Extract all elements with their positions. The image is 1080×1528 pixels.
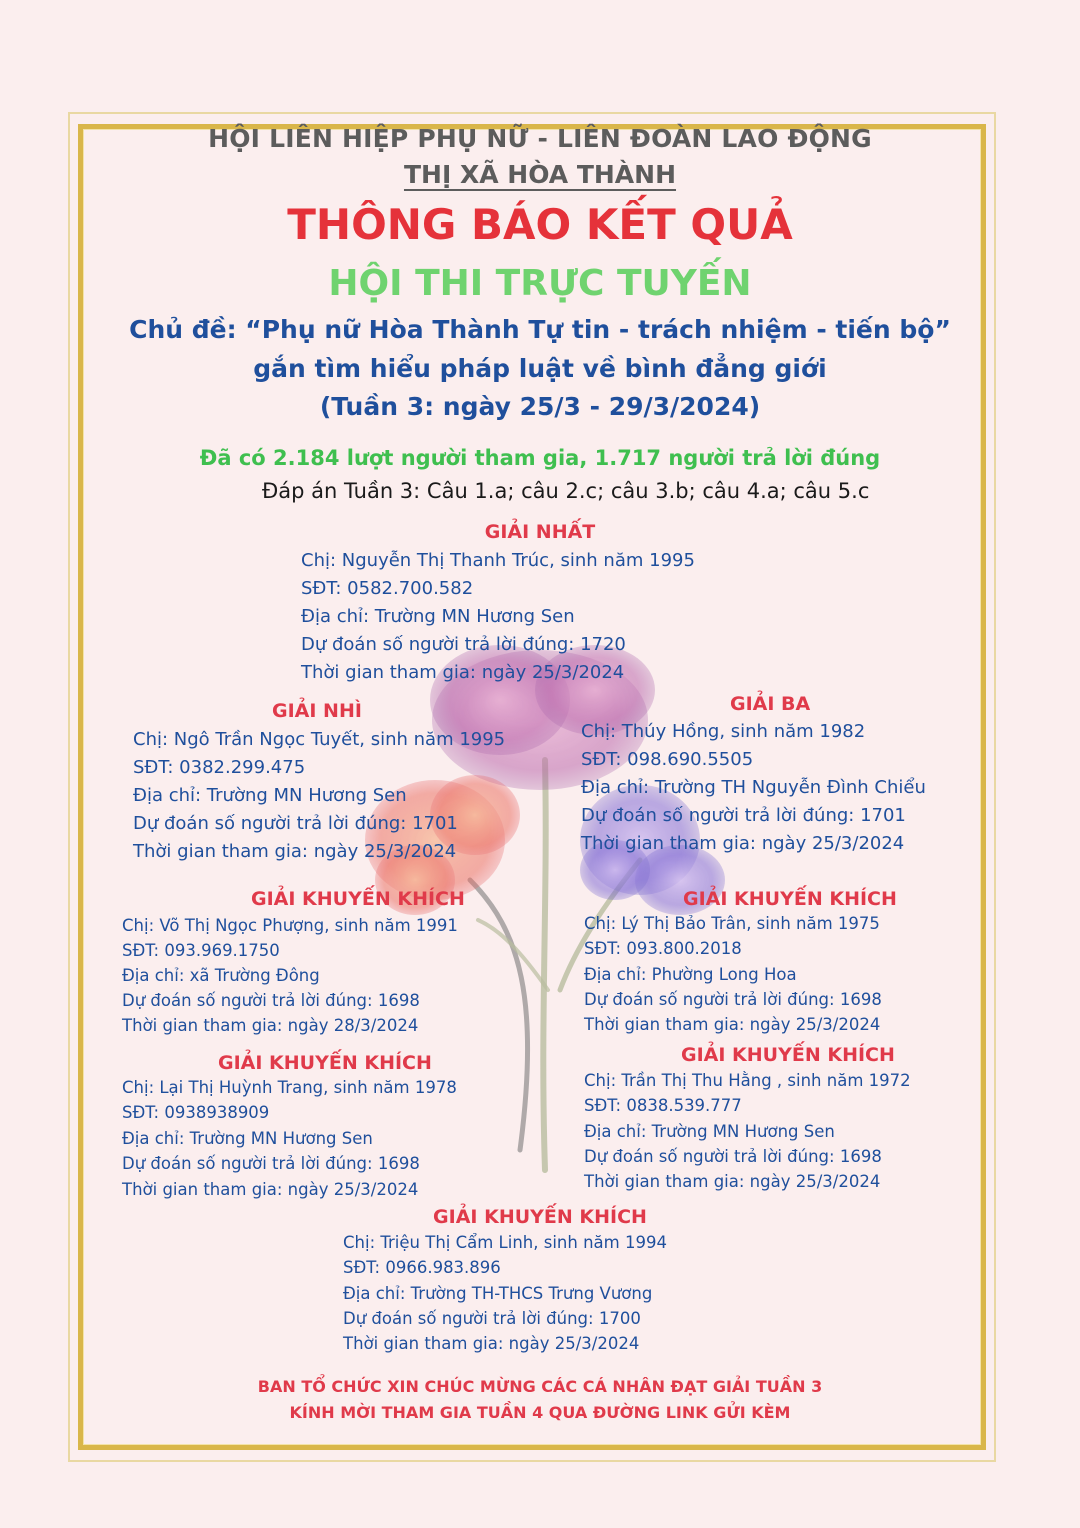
- page-subtitle: HỘI THI TRỰC TUYẾN: [328, 263, 752, 304]
- third-prize-address: Địa chỉ: Trường TH Nguyễn Đình Chiểu: [581, 777, 926, 798]
- consolation-prize-2-name: Chị: Lý Thị Bảo Trân, sinh năm 1975: [584, 914, 880, 933]
- organization-line: HỘI LIÊN HIỆP PHỤ NỮ - LIÊN ĐOÀN LAO ĐỘNG: [208, 124, 872, 153]
- consolation-prize-1-name: Chị: Võ Thị Ngọc Phượng, sinh năm 1991: [122, 916, 458, 935]
- consolation-prize-2-phone: SĐT: 093.800.2018: [584, 939, 742, 958]
- page-title: THÔNG BÁO KẾT QUẢ: [287, 200, 793, 249]
- consolation-prize-1-prediction: Dự đoán số người trả lời đúng: 1698: [122, 991, 420, 1010]
- consolation-prize-4-time: Thời gian tham gia: ngày 25/3/2024: [584, 1172, 881, 1191]
- second-prize-phone: SĐT: 0382.299.475: [133, 757, 306, 778]
- second-prize-title: GIẢI NHÌ: [272, 700, 362, 722]
- consolation-prize-4-title: GIẢI KHUYẾN KHÍCH: [681, 1044, 895, 1066]
- consolation-prize-5-prediction: Dự đoán số người trả lời đúng: 1700: [343, 1309, 641, 1328]
- third-prize-name: Chị: Thúy Hồng, sinh năm 1982: [581, 721, 866, 742]
- third-prize-prediction: Dự đoán số người trả lời đúng: 1701: [581, 805, 906, 826]
- town-name: THỊ XÃ HÒA THÀNH: [403, 160, 677, 189]
- invitation-line: KÍNH MỜI THAM GIA TUẦN 4 QUA ĐƯỜNG LINK GỬI KÈM: [289, 1403, 791, 1422]
- first-prize-address: Địa chỉ: Trường MN Hương Sen: [301, 606, 575, 627]
- consolation-prize-1-title: GIẢI KHUYẾN KHÍCH: [251, 888, 465, 910]
- consolation-prize-3-address: Địa chỉ: Trường MN Hương Sen: [122, 1129, 373, 1148]
- answer-key: Đáp án Tuần 3: Câu 1.a; câu 2.c; câu 3.b; câu 4.a; câu 5.c: [262, 479, 870, 503]
- consolation-prize-3-title: GIẢI KHUYẾN KHÍCH: [218, 1052, 432, 1074]
- consolation-prize-5-phone: SĐT: 0966.983.896: [343, 1258, 501, 1277]
- consolation-prize-2-address: Địa chỉ: Phường Long Hoa: [584, 965, 797, 984]
- consolation-prize-4-address: Địa chỉ: Trường MN Hương Sen: [584, 1122, 835, 1141]
- consolation-prize-2-title: GIẢI KHUYẾN KHÍCH: [683, 888, 897, 910]
- consolation-prize-3-name: Chị: Lại Thị Huỳnh Trang, sinh năm 1978: [122, 1078, 457, 1097]
- consolation-prize-3-phone: SĐT: 0938938909: [122, 1103, 270, 1122]
- congratulations-line: BAN TỔ CHỨC XIN CHÚC MỪNG CÁC CÁ NHÂN ĐẠT GIẢI TUẦN 3: [257, 1377, 823, 1396]
- first-prize-phone: SĐT: 0582.700.582: [301, 578, 474, 599]
- consolation-prize-2-time: Thời gian tham gia: ngày 25/3/2024: [584, 1015, 881, 1034]
- town-line: [0, 160, 1080, 189]
- consolation-prize-2-prediction: Dự đoán số người trả lời đúng: 1698: [584, 990, 882, 1009]
- first-prize-time: Thời gian tham gia: ngày 25/3/2024: [301, 662, 625, 683]
- consolation-prize-3-time: Thời gian tham gia: ngày 25/3/2024: [122, 1180, 419, 1199]
- consolation-prize-5-title: GIẢI KHUYẾN KHÍCH: [433, 1206, 647, 1228]
- consolation-prize-5-time: Thời gian tham gia: ngày 25/3/2024: [343, 1334, 640, 1353]
- participation-stats: Đã có 2.184 lượt người tham gia, 1.717 người trả lời đúng: [199, 446, 881, 470]
- second-prize-time: Thời gian tham gia: ngày 25/3/2024: [133, 841, 457, 862]
- consolation-prize-4-phone: SĐT: 0838.539.777: [584, 1096, 742, 1115]
- topic-line-2: gắn tìm hiểu pháp luật về bình đẳng giới: [253, 354, 827, 383]
- consolation-prize-5-name: Chị: Triệu Thị Cẩm Linh, sinh năm 1994: [343, 1233, 667, 1252]
- first-prize-name: Chị: Nguyễn Thị Thanh Trúc, sinh năm 1995: [301, 550, 695, 571]
- first-prize-title: GIẢI NHẤT: [484, 521, 596, 543]
- consolation-prize-5-address: Địa chỉ: Trường TH-THCS Trưng Vương: [343, 1284, 653, 1303]
- second-prize-address: Địa chỉ: Trường MN Hương Sen: [133, 785, 407, 806]
- consolation-prize-1-phone: SĐT: 093.969.1750: [122, 941, 280, 960]
- consolation-prize-4-prediction: Dự đoán số người trả lời đúng: 1698: [584, 1147, 882, 1166]
- consolation-prize-1-address: Địa chỉ: xã Trường Đông: [122, 966, 320, 985]
- consolation-prize-1-time: Thời gian tham gia: ngày 28/3/2024: [122, 1016, 419, 1035]
- second-prize-name: Chị: Ngô Trần Ngọc Tuyết, sinh năm 1995: [133, 729, 506, 750]
- third-prize-phone: SĐT: 098.690.5505: [581, 749, 754, 770]
- week-date-line: (Tuần 3: ngày 25/3 - 29/3/2024): [319, 392, 761, 421]
- consolation-prize-4-name: Chị: Trần Thị Thu Hằng , sinh năm 1972: [584, 1071, 911, 1090]
- topic-line-1: Chủ đề: “Phụ nữ Hòa Thành Tự tin - trách nhiệm - tiến bộ”: [129, 315, 951, 344]
- consolation-prize-3-prediction: Dự đoán số người trả lời đúng: 1698: [122, 1154, 420, 1173]
- third-prize-title: GIẢI BA: [730, 693, 811, 715]
- third-prize-time: Thời gian tham gia: ngày 25/3/2024: [581, 833, 905, 854]
- first-prize-prediction: Dự đoán số người trả lời đúng: 1720: [301, 634, 626, 655]
- second-prize-prediction: Dự đoán số người trả lời đúng: 1701: [133, 813, 458, 834]
